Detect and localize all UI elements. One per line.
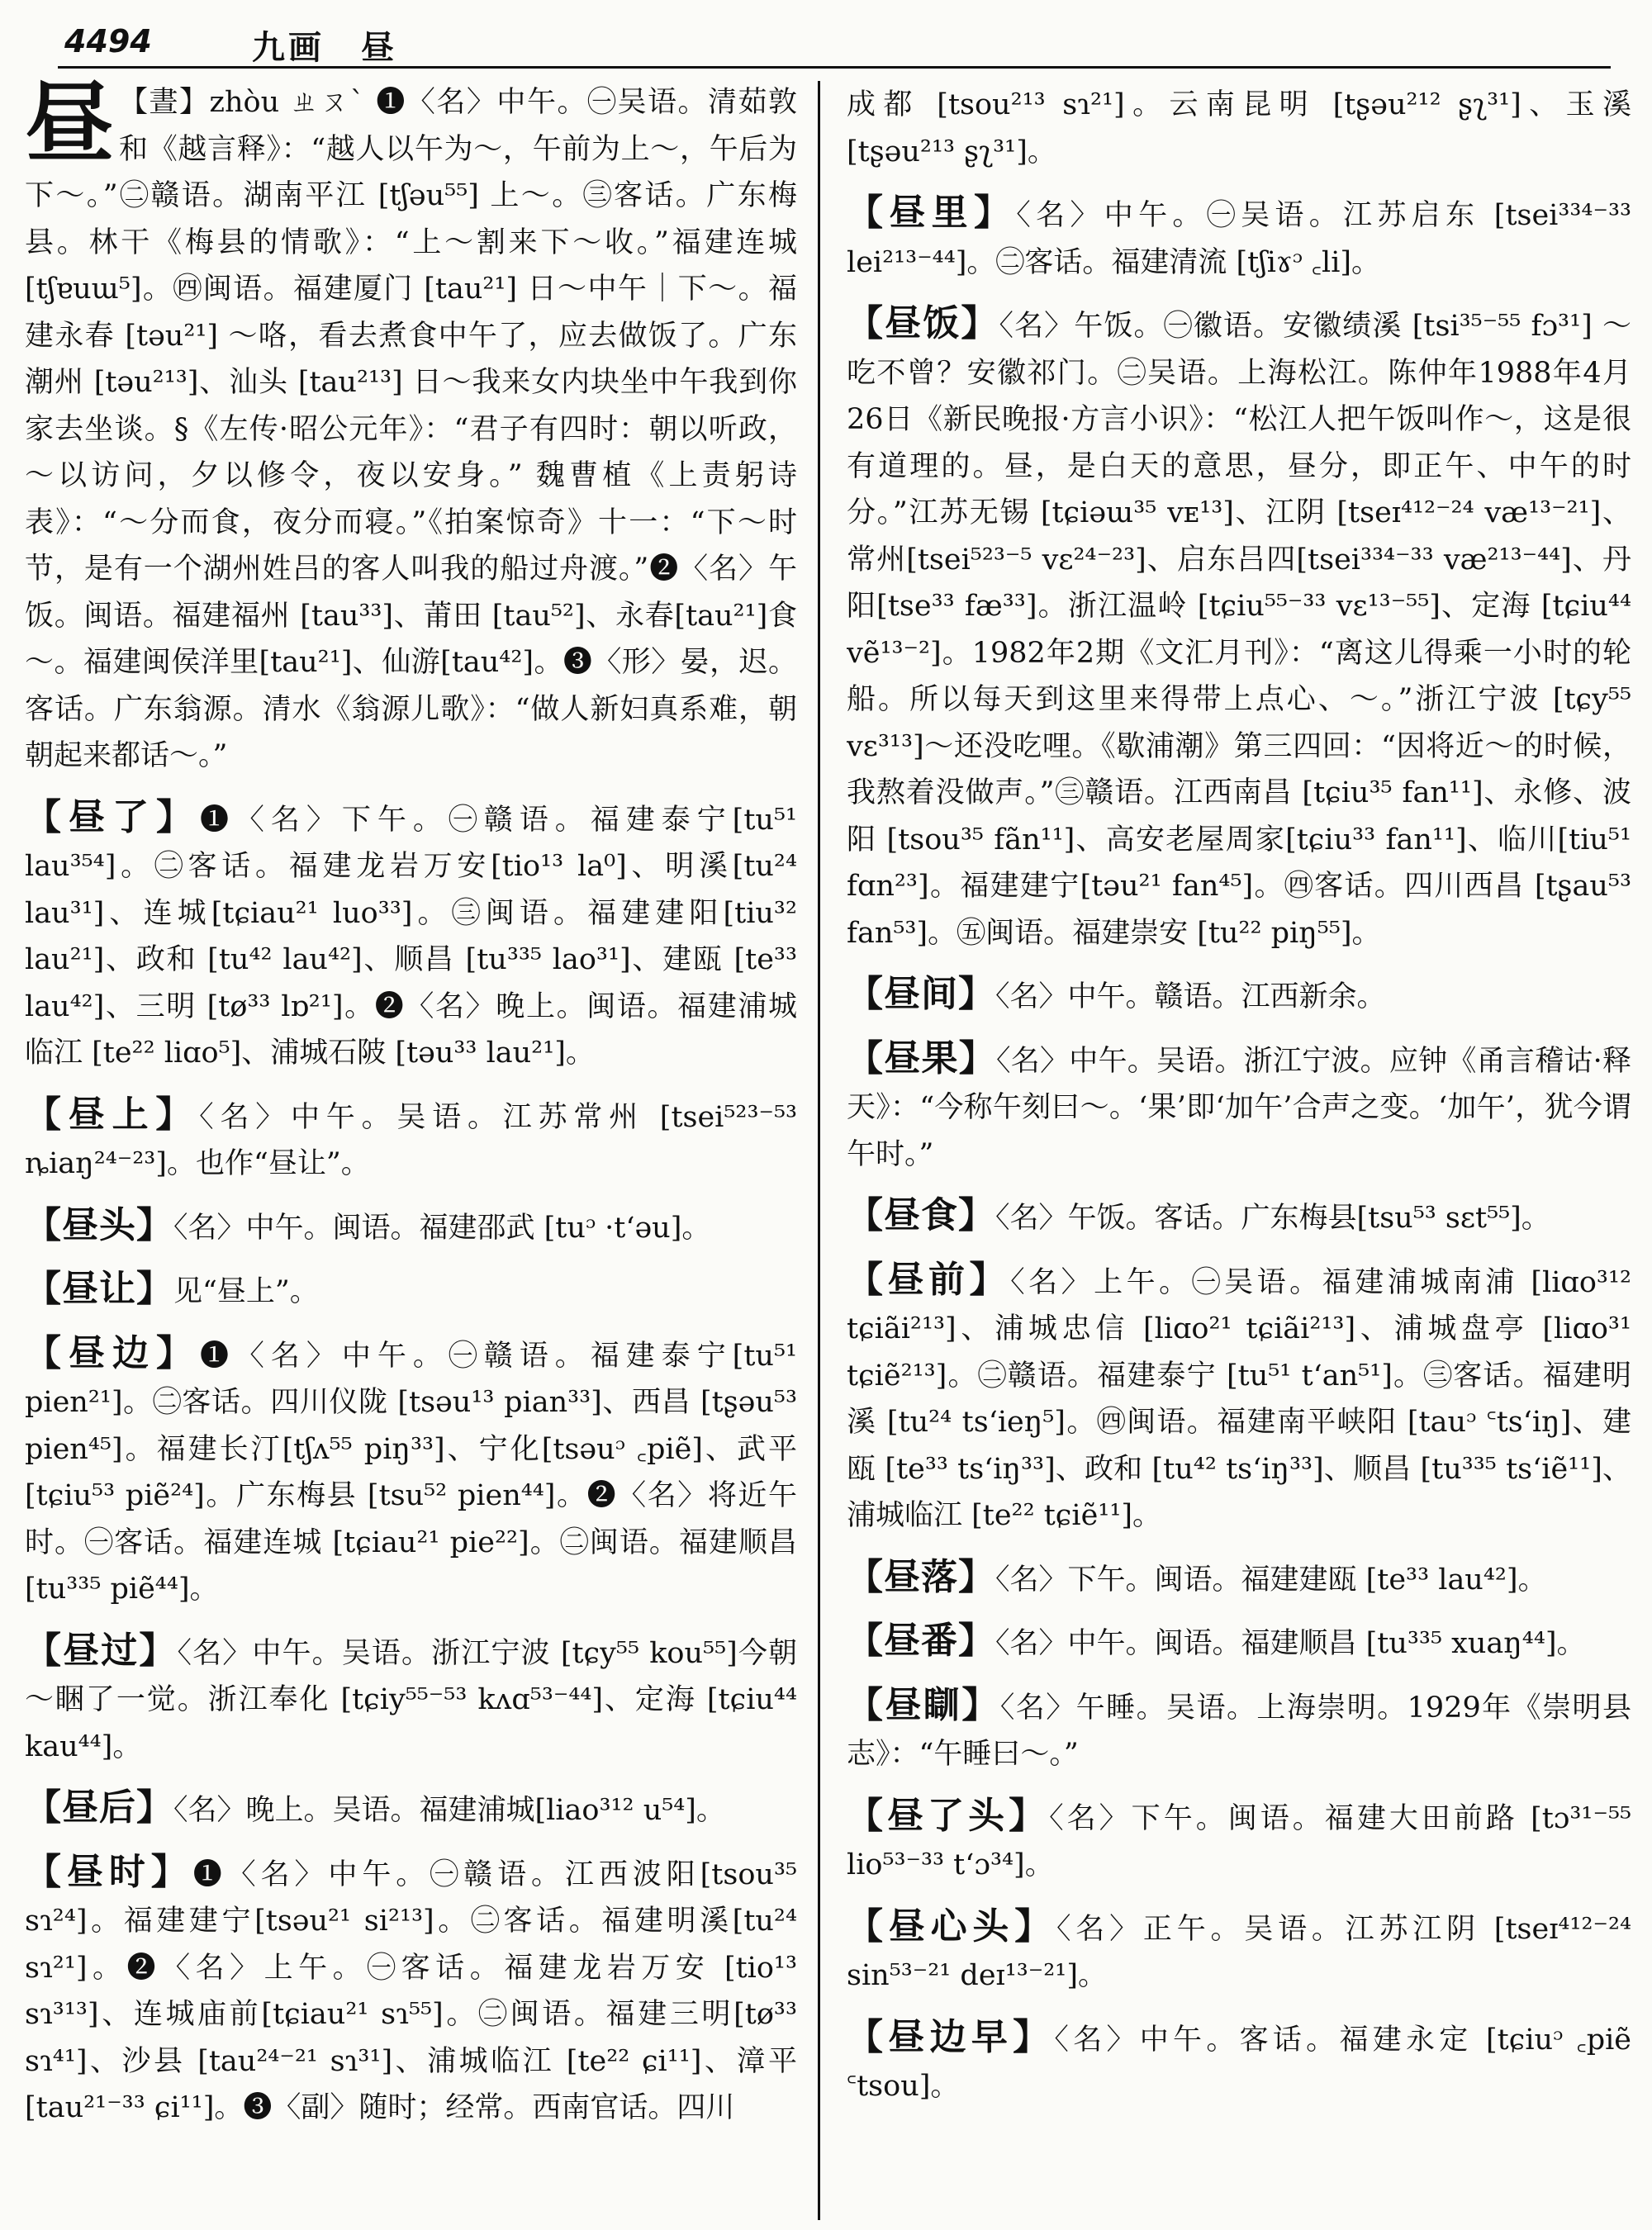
left-column <box>25 79 797 2218</box>
entry-definition: 〈名〉午饭。客话。广东梅县[tsu⁵³ sɛt⁵⁵]。 <box>995 1202 1550 1235</box>
entry-headword: 【昼番】 <box>847 1620 995 1662</box>
entry-headword: 【昼果】 <box>847 1037 996 1079</box>
entry-headword: 【昼落】 <box>847 1555 995 1598</box>
dictionary-entry <box>847 1618 1631 1668</box>
dictionary-entry <box>25 1785 797 1834</box>
entry-definition: 〈名〉中午。吴语。浙江宁波。应钟《甬言稽诂·释天》：“今称午刻曰～。‘果’即‘加午’合声之变。‘加午’，犹今谓午时。” <box>847 1044 1631 1171</box>
entry-definition: 〈名〉午饭。㊀徽语。安徽绩溪 [tsi³⁵⁻⁵⁵ fɔ³¹] ～吃不曾？安徽祁门。㊁吴语。上海松江。陈仲年1988年4月26日《新民晚报·方言小识》：“松江人把午饭叫作～，这是很有道理的。昼，是白天的意思，昼分，即正午、中午的时分。”江苏无锡 [tɕiəɯ³⁵ vᴇ¹³]、江阴 [tseɪ⁴¹²⁻²⁴ væ¹³⁻²¹]、常州[tsei⁵²³⁻⁵ vɛ²⁴⁻²³]、启东吕四[tsei³³⁴⁻³³ væ²¹³⁻⁴⁴]、丹阳[tse³³ fæ³³]。浙江温岭 [tɕiu⁵⁵⁻³³ vɛ¹³⁻⁵⁵]、定海 [tɕiu⁴⁴ vẽ¹³⁻²]。1982年2期《文汇月刊》：“离这儿得乘一小时的轮船。所以每天到这里来得带上点心、～。”浙江宁波 [tɕy⁵⁵ vɛ³¹³]～还没吃哩。《歇浦潮》第三四回：“因将近～的时候，我熬着没做声。”㊂赣语。江西南昌 [tɕiu³⁵ fan¹¹]、永修、波阳 [tsou³⁵ fãn¹¹]、高安老屋周家[tɕiu³³ fan¹¹]、临川[tiu⁵¹ fɑn²³]。福建建宁[təu²¹ fan⁴⁵]。㊃客话。四川西昌 [tʂau⁵³ fan⁵³]。㊄闽语。福建崇安 [tu²² piŋ⁵⁵]。 <box>847 310 1631 950</box>
dictionary-entry <box>847 1193 1631 1242</box>
entry-definition: ❶〈名〉下午。㊀赣语。福建泰宁[tu⁵¹ lau³⁵⁴]。㊁客话。福建龙岩万安[tio¹³ la⁰]、明溪[tu²⁴ lau³¹]、连城[tɕiau²¹ luo³³]。㊂闽语。福建建阳[tiu³² lau²¹]、政和 [tu⁴² lau⁴²]、顺昌 [tu³³⁵ lao³¹]、建瓯 [te³³ lau⁴²]、三明 [tø³³ lɒ²¹]。❷〈名〉晚上。闽语。福建浦城临江 [te²² liɑo⁵]、浦城石陂 [təu³³ lau²¹]。 <box>25 803 797 1070</box>
main-entry-text: 【晝】zhòu ㄓㄡˋ ❶〈名〉中午。㊀吴语。清茹敦和《越言释》：“越人以午为～，午前为上～，午后为下～。”㊁赣语。湖南平江 [tʃəu⁵⁵] 上～。㊂客话。广东梅县。林干《梅县的情歌》：“上～割来下～收。”福建连城 [tʃɐuɯ⁵]。㊃闽语。福建厦门 [tau²¹] 日～中午｜下～。福建永春 [təu²¹] ～咯，看去煮食中午了，应去做饭了。广东潮州 [təu²¹³]、汕头 [tau²¹³] 日～我来女内块坐中午我到你家去坐谈。§《左传·昭公元年》：“君子有四时：朝以听政，～以访问，夕以修令，夜以安身。” 魏曹植《上责躬诗表》：“～分而食，夜分而寝。”《拍案惊奇》十一：“下～时节，是有一个湖州姓吕的客人叫我的船过舟渡。”❷〈名〉午饭。闽语。福建福州 [tau³³]、莆田 [tau⁵²]、永春[tau²¹]食～。福建闽侯洋里[tau²¹]、仙游[tau⁴²]。❸〈形〉晏，迟。客话。广东翁源。清水《翁源儿歌》：“做人新妇真系难，朝朝起来都话～。” <box>25 86 797 772</box>
entry-definition: ❶〈名〉中午。㊀赣语。福建泰宁[tu⁵¹ pien²¹]。㊁客话。四川仪陇 [tsəu¹³ pian³³]、西昌 [tʂəu⁵³ pien⁴⁵]。福建长汀[tʃʌ⁵⁵ piŋ³³]、宁化[tsəuᵓ ꜀piẽ]、武平 [tɕiu⁵³ piẽ²⁴]。广东梅县 [tsu⁵² pien⁴⁴]。❷〈名〉将近午时。㊀客话。福建连城 [tɕiau²¹ pie²²]。㊁闽语。福建顺昌 [tu³³⁵ piẽ⁴⁴]。 <box>25 1339 797 1606</box>
entry-headword: 【昼里】 <box>847 192 1017 234</box>
page-header <box>58 15 1611 69</box>
entry-headword: 【昼边早】 <box>847 2015 1055 2058</box>
dictionary-entry <box>25 1203 797 1252</box>
dictionary-entry <box>25 1628 797 1771</box>
entry-headword: 【昼瞓】 <box>847 1683 1000 1726</box>
dictionary-entry <box>25 1331 797 1613</box>
dictionary-entry <box>847 1554 1631 1604</box>
dictionary-entry <box>847 190 1631 286</box>
entry-definition: 〈名〉上午。㊀吴语。福建浦城南浦 [liɑo³¹² tɕiãi²¹³]、浦城忠信 [liɑo²¹ tɕiãi²¹³]、浦城盘亭 [liɑo³¹ tɕiẽ²¹³]。㊁赣语。福建泰宁 [tu⁵¹ tʻan⁵¹]。㊂客话。福建明溪 [tu²⁴ tsʻieŋ⁵]。㊃闽语。福建南平峡阳 [tauᵓ ꜂tsʻiŋ]、建瓯 [te³³ tsʻiŋ³³]、政和 [tu⁴² tsʻiŋ³³]、顺昌 [tu³³⁵ tsʻiẽ¹¹]、浦城临江 [te²² tɕiẽ¹¹]。 <box>847 1265 1631 1532</box>
entry-headword: 【昼饭】 <box>847 302 999 344</box>
entry-definition: 〈名〉正午。吴语。江苏江阴 [tseɪ⁴¹²⁻²⁴ sin⁵³⁻²¹ deɪ¹³⁻²¹]。 <box>847 1912 1631 1992</box>
entry-headword: 【昼食】 <box>847 1194 995 1236</box>
entry-headword: 【昼头】 <box>25 1203 173 1246</box>
entry-definition: 〈名〉下午。闽语。福建大田前路 [tɔ³¹⁻⁵⁵ lio⁵³⁻³³ tʻɔ³⁴]。 <box>847 1801 1631 1881</box>
entry-definition: ❶〈名〉中午。㊀赣语。江西波阳[tsou³⁵ sɿ²⁴]。福建建宁[tsəu²¹ si²¹³]。㊁客话。福建明溪[tu²⁴ sɿ²¹]。❷〈名〉上午。㊀客话。福建龙岩万安 [tio¹³ sɿ³¹³]、连城庙前[tɕiau²¹ sɿ⁵⁵]。㊁闽语。福建三明[tø³³ sɿ⁴¹]、沙县 [tau²⁴⁻²¹ sɿ³¹]、浦城临江 [te²² ɕi¹¹]、漳平 [tau²¹⁻³³ ɕi¹¹]。❸〈副〉随时；经常。西南官话。四川 <box>25 1858 797 2124</box>
dictionary-entry <box>847 301 1631 956</box>
entry-definition: 〈名〉中午。吴语。江苏常州 [tsei⁵²³⁻⁵³ ȵiaŋ²⁴⁻²³]。也作“昼让”。 <box>25 1100 797 1180</box>
entry-headword: 【昼边】 <box>25 1331 200 1374</box>
left-entry-list <box>25 795 797 2132</box>
entry-definition: 〈名〉午睡。吴语。上海崇明。1929年《崇明县志》：“午睡曰～。” <box>847 1691 1631 1771</box>
section-title: 九画 昼 <box>252 28 397 67</box>
main-entry <box>25 79 797 780</box>
entry-headword: 【昼间】 <box>847 973 995 1015</box>
entry-definition: 〈名〉下午。闽语。福建建瓯 [te³³ lau⁴²]。 <box>995 1563 1547 1597</box>
entry-headword: 【昼前】 <box>847 1258 1011 1301</box>
dictionary-entry <box>25 795 797 1077</box>
entry-definition: 成都 [tsou²¹³ sɿ²¹]。云南昆明 [tʂəu²¹² ʂʅ³¹]、玉溪 [tʂəu²¹³ ʂʅ³¹]。 <box>847 88 1631 168</box>
dictionary-entry <box>847 2014 1631 2110</box>
dictionary-entry <box>847 1793 1631 1889</box>
entry-definition: 〈名〉中午。闽语。福建顺昌 [tu³³⁵ xuaŋ⁴⁴]。 <box>995 1627 1586 1660</box>
dictionary-entry <box>847 1904 1631 2000</box>
dictionary-entry <box>847 1257 1631 1540</box>
dictionary-entry <box>25 1092 797 1188</box>
column-divider <box>818 81 820 2220</box>
dictionary-entry <box>847 79 1631 175</box>
right-column <box>847 79 1631 2218</box>
entry-headword: 【昼上】 <box>25 1093 200 1136</box>
dictionary-entry <box>25 1849 797 2132</box>
dictionary-entry <box>847 1036 1631 1179</box>
main-headword-char: 昼 <box>25 79 115 176</box>
entry-headword: 【昼了】 <box>25 795 200 838</box>
entry-headword: 【昼后】 <box>25 1786 173 1829</box>
entry-definition: 〈名〉中午。吴语。浙江宁波 [tɕy⁵⁵ kou⁵⁵]今朝～睏了一觉。浙江奉化 [tɕiy⁵⁵⁻⁵³ kʌɑ⁵³⁻⁴⁴]、定海 [tɕiu⁴⁴ kau⁴⁴]。 <box>25 1636 797 1763</box>
right-entry-list <box>847 79 1631 2110</box>
entry-definition: 〈名〉晚上。吴语。福建浦城[liao³¹² u⁵⁴]。 <box>173 1794 725 1827</box>
entry-headword: 【昼时】 <box>25 1850 193 1893</box>
entry-headword: 【昼让】 <box>25 1268 173 1310</box>
dictionary-entry <box>847 1682 1631 1778</box>
page-number: 4494 <box>64 23 152 59</box>
entry-headword: 【昼心头】 <box>847 1905 1056 1948</box>
entry-headword: 【昼过】 <box>25 1629 178 1672</box>
entry-definition: 〈名〉中午。客话。福建永定 [tɕiuᵓ ꜀piẽ ꜂tsou]。 <box>847 2023 1631 2103</box>
entry-definition: 见“昼上”。 <box>173 1275 319 1308</box>
entry-definition: 〈名〉中午。赣语。江西新余。 <box>995 980 1386 1013</box>
entry-definition: 〈名〉中午。闽语。福建邵武 [tuᵓ ·tʻəu]。 <box>173 1211 711 1245</box>
entry-headword: 【昼了头】 <box>847 1794 1050 1837</box>
dictionary-entry <box>25 1266 797 1316</box>
dictionary-entry <box>847 971 1631 1021</box>
entry-definition: 〈名〉中午。㊀吴语。江苏启东 [tsei³³⁴⁻³³ lei²¹³⁻⁴⁴]。㊁客话。福建清流 [tʃiɤᵓ ꜀li]。 <box>847 199 1631 279</box>
